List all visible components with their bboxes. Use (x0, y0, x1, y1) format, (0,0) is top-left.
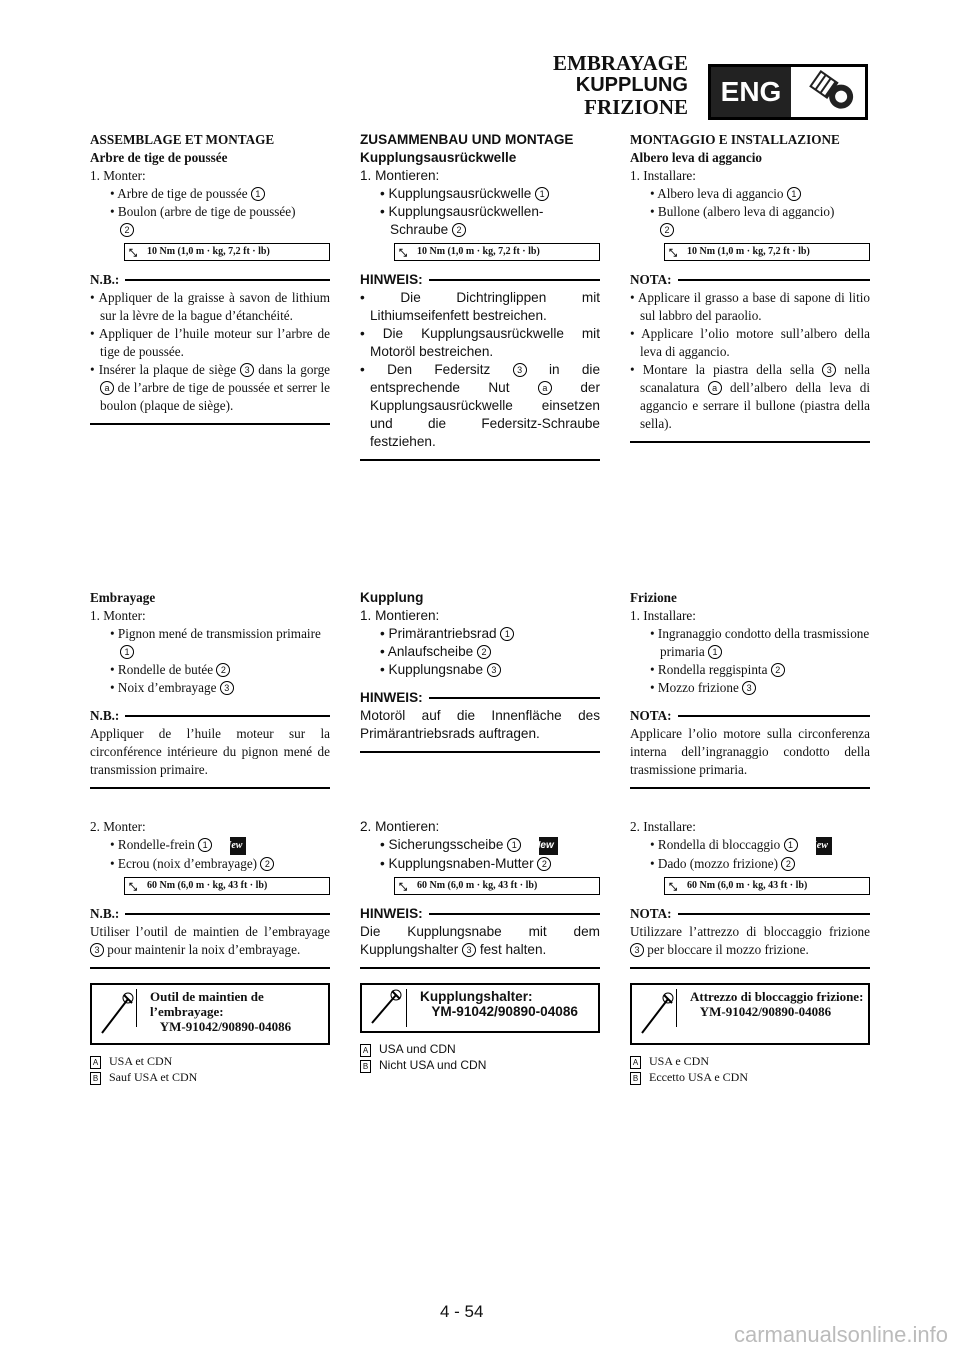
it-s1-n3: • Montare la piastra della sella 3 nella scanalatura a dell’albero della leva di aggancio e serrare il bullone (piastra della sella). (630, 361, 870, 433)
de-section-1 (360, 131, 600, 461)
it-s2-title: Frizione (630, 590, 677, 605)
region-a: A USA e CDN (630, 1053, 870, 1069)
it-s1-n1: • Applicare il grasso a base di sapone di litio sul labbro del paraolio. (630, 289, 870, 325)
special-tool-box (90, 983, 330, 1045)
de-s1-b1: • Kupplungsausrückwelle 1 (360, 185, 600, 203)
tool-icon (636, 989, 677, 1027)
it-s3-note: Utilizzare l’attrezzo di bloccaggio frizione 3 per bloccare il mozzo frizione. (630, 924, 870, 957)
page-number: 4 - 54 (440, 1302, 484, 1321)
de-section-2 (360, 589, 600, 753)
header-fr: EMBRAYAGE (553, 51, 688, 75)
de-note-heading: HINWEIS: (360, 271, 600, 289)
fr-note-heading: N.B.: (90, 271, 330, 289)
divider (630, 967, 870, 969)
fr-s3-note: Utiliser l’outil de maintien de l’embrayage 3 pour maintenir la noix d’embrayage. (90, 924, 330, 957)
de-s2-b3: • Kupplungsnabe 3 (360, 661, 600, 679)
divider (90, 423, 330, 425)
region-b: B Sauf USA et CDN (90, 1069, 330, 1085)
divider (360, 459, 600, 461)
section-header (553, 52, 688, 118)
watermark: carmanualsonline.info (733, 1322, 948, 1347)
it-s2-b3: • Mozzo frizione 3 (630, 679, 870, 697)
fr-s3-step: 2. Monter: (90, 819, 146, 834)
fr-s1-n2: • Appliquer de l’huile moteur sur l’arbre de tige de poussée. (90, 325, 330, 361)
tool-text: Attrezzo di bloccaggio frizione: YM-91042/90890-04086 (690, 989, 864, 1019)
divider (630, 441, 870, 443)
torque-wrench-icon: ⤡ (399, 882, 407, 893)
region-b: B Nicht USA und CDN (360, 1057, 600, 1073)
torque-spec: ⤡ 10 Nm (1,0 m · kg, 7,2 ft · lb) (124, 243, 330, 261)
it-s1-title: Albero leva di aggancio (630, 150, 762, 165)
fr-s1-n3: • Insérer la plaque de siège 3 dans la gorge a de l’arbre de tige de poussée et serrer le boulon (plaque de siège). (90, 361, 330, 415)
torque-spec: ⤡ 10 Nm (1,0 m · kg, 7,2 ft · lb) (394, 243, 600, 261)
it-note-heading: NOTA: (630, 271, 870, 289)
de-s1-b2: • Kupplungsausrückwellen-Schraube 2 (360, 203, 600, 239)
de-s2-title: Kupplung (360, 590, 424, 605)
de-section-3 (360, 818, 600, 1073)
it-s3-step: 2. Installare: (630, 819, 696, 834)
fr-s1-title: Arbre de tige de poussée (90, 150, 228, 165)
it-note-heading: NOTA: (630, 707, 870, 725)
new-part-badge: New (816, 837, 832, 855)
de-s1-title: Kupplungsausrückwelle (360, 150, 517, 165)
de-title: ZUSAMMENBAU UND MONTAGE (360, 132, 574, 147)
it-s1-b2: • Bullone (albero leva di aggancio) 2 (630, 203, 870, 239)
torque-spec: ⤡ 10 Nm (1,0 m · kg, 7,2 ft · lb) (664, 243, 870, 261)
new-part-badge: New (230, 837, 246, 855)
header-de: KUPPLUNG (575, 74, 688, 96)
fr-s1-b1: • Arbre de tige de poussée 1 (90, 185, 330, 203)
de-s3-note: Die Kupplungsnabe mit dem Kupplungshalter 3 fest halten. (360, 924, 600, 957)
de-s1-n2: • Die Kupplungsausrückwelle mit Motoröl bestreichen. (360, 325, 600, 361)
it-title: MONTAGGIO E INSTALLAZIONE (630, 132, 840, 147)
region-a: A USA et CDN (90, 1053, 330, 1069)
fr-s1-b2: • Boulon (arbre de tige de poussée) 2 (90, 203, 330, 239)
torque-spec: ⤡ 60 Nm (6,0 m · kg, 43 ft · lb) (394, 877, 600, 895)
de-s2-b2: • Anlaufscheibe 2 (360, 643, 600, 661)
special-tool-box (630, 983, 870, 1045)
fr-s2-step: 1. Monter: (90, 608, 146, 623)
fr-s2-title: Embrayage (90, 590, 156, 605)
eng-label: ENG (711, 67, 791, 117)
it-s2-note: Applicare l’olio motore sulla circonferenza interna dell’ingranaggio condotto della trasmissione primaria. (630, 726, 870, 777)
torque-wrench-icon: ⤡ (129, 882, 137, 893)
it-note-heading: NOTA: (630, 905, 870, 923)
de-s3-b2: • Kupplungsnaben-Mutter 2 (360, 855, 600, 873)
de-s2-step: 1. Montieren: (360, 608, 440, 623)
fr-section-3 (90, 818, 330, 1085)
divider (630, 787, 870, 789)
de-s2-b1: • Primärantriebsrad 1 (360, 625, 600, 643)
fr-s2-note: Appliquer de l’huile moteur sur la circonférence intérieure du pignon mené de transmission primaire. (90, 726, 330, 777)
de-s2-note: Motoröl auf die Innenfläche des Primärantriebsrads auftragen. (360, 708, 600, 741)
special-tool-box (360, 983, 600, 1033)
torque-wrench-icon: ⤡ (399, 248, 407, 259)
engine-wrench-icon (795, 69, 863, 117)
fr-s1-n1: • Appliquer de la graisse à savon de lithium sur la lèvre de la bague d’étanchéité. (90, 289, 330, 325)
it-s3-b1: • Rondella di bloccaggio 1 New (630, 836, 870, 855)
fr-s2-b3: • Noix d’embrayage 3 (90, 679, 330, 697)
tool-icon (96, 989, 137, 1027)
it-s3-b2: • Dado (mozzo frizione) 2 (630, 855, 870, 873)
it-s2-b2: • Rondella reggispinta 2 (630, 661, 870, 679)
torque-spec: ⤡ 60 Nm (6,0 m · kg, 43 ft · lb) (664, 877, 870, 895)
de-s3-step: 2. Montieren: (360, 819, 440, 834)
de-s1-n1: • Die Dichtringlippen mit Lithiumseifenfett bestreichen. (360, 289, 600, 325)
divider (90, 967, 330, 969)
fr-s3-b1: • Rondelle-frein 1 New (90, 836, 330, 855)
tool-icon (366, 989, 407, 1027)
it-s2-b1: • Ingranaggio condotto della trasmissione primaria 1 (630, 625, 870, 661)
de-note-heading: HINWEIS: (360, 689, 600, 707)
region-b: B Eccetto USA e CDN (630, 1069, 870, 1085)
fr-section-1 (90, 131, 330, 425)
fr-note-heading: N.B.: (90, 707, 330, 725)
divider (360, 967, 600, 969)
fr-title: ASSEMBLAGE ET MONTAGE (90, 132, 275, 147)
fr-s1-step: 1. Monter: (90, 168, 146, 183)
it-s1-b1: • Albero leva di aggancio 1 (630, 185, 870, 203)
fr-s3-b2: • Ecrou (noix d’embrayage) 2 (90, 855, 330, 873)
fr-s2-b2: • Rondelle de butée 2 (90, 661, 330, 679)
tool-text: Kupplungshalter: YM-91042/90890-04086 (420, 989, 578, 1019)
fr-s2-b1: • Pignon mené de transmission primaire 1 (90, 625, 330, 661)
de-note-heading: HINWEIS: (360, 905, 600, 923)
divider (360, 751, 600, 753)
it-section-3 (630, 818, 870, 1085)
de-s1-n3: • Den Federsitz 3 in die entsprechende Nut a der Kupplungsausrückwelle einsetzen und die Federsitz-Schraube festziehen. (360, 361, 600, 451)
region-a: A USA und CDN (360, 1041, 600, 1057)
torque-wrench-icon: ⤡ (129, 248, 137, 259)
it-s1-step: 1. Installare: (630, 168, 696, 183)
de-s3-b1: • Sicherungsscheibe 1 New (360, 836, 600, 855)
torque-wrench-icon: ⤡ (669, 248, 677, 259)
fr-note-heading: N.B.: (90, 905, 330, 923)
tool-text: Outil de maintien de l’embrayage: YM-91042/90890-04086 (150, 989, 292, 1034)
de-s1-step: 1. Montieren: (360, 168, 440, 183)
header-it: FRIZIONE (584, 95, 688, 119)
divider (90, 787, 330, 789)
new-part-badge: New (539, 837, 558, 855)
eng-badge (708, 64, 868, 120)
it-section-1 (630, 131, 870, 443)
it-s1-n2: • Applicare l’olio motore sull’albero della leva di aggancio. (630, 325, 870, 361)
fr-section-2 (90, 589, 330, 789)
torque-spec: ⤡ 60 Nm (6,0 m · kg, 43 ft · lb) (124, 877, 330, 895)
it-section-2 (630, 589, 870, 789)
it-s2-step: 1. Installare: (630, 608, 696, 623)
torque-wrench-icon: ⤡ (669, 882, 677, 893)
